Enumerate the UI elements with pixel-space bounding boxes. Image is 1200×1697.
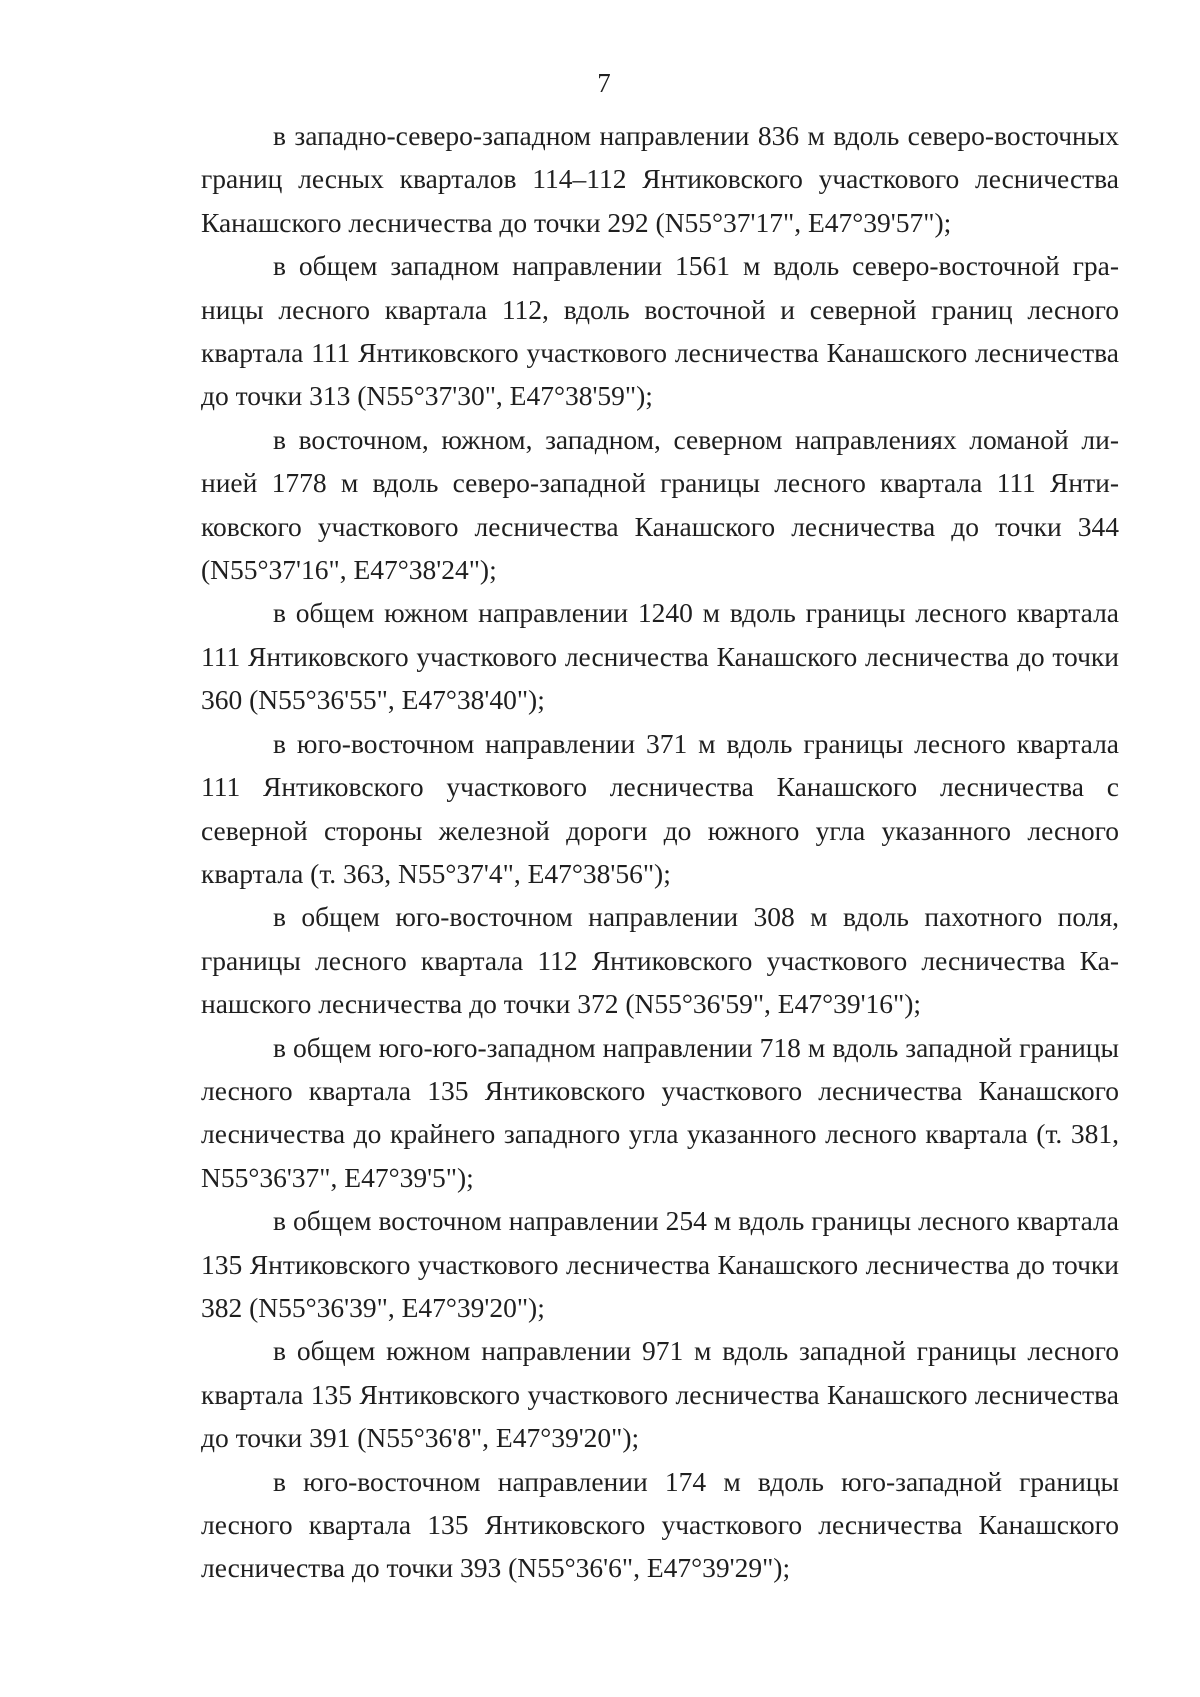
paragraph: в общем южном направлении 1240 м вдоль границы лесного квартала 111 Янтиковского участкового лесничества Канашского лесничества до точки 360 (N55°36'55", E47°38'40"); bbox=[201, 597, 1119, 716]
page-number: 7 bbox=[597, 68, 611, 98]
document-body bbox=[201, 114, 1119, 1590]
paragraph: в общем юго-юго-западном направлении 718 м вдоль западной границы лесного квартала 135 Янтиковского участкового лесничества Канашского лесничества до крайнего западного угла указанного лесного квартала (т. 381, N55°36'37", E47°39'5"); bbox=[201, 1031, 1119, 1193]
paragraph: в общем юго-восточном направлении 308 м вдоль пахотного поля, границы лесного квартала 112 Янтиковского участкового лесничества Канашского лесничества до точки 372 (N55°36'59", E47°39'16"); bbox=[201, 901, 1119, 1020]
paragraph: в общем западном направлении 1561 м вдоль северо-восточной границы лесного квартала 112, вдоль восточной и северной границ лесного квартала 111 Янтиковского участкового лесничества Канашского лесничества до точки 313 (N55°37'30", E47°38'59"); bbox=[201, 250, 1119, 412]
paragraph: в юго-восточном направлении 174 м вдоль юго-западной границы лесного квартала 135 Янтиковского участкового лесничества Канашского лесничества до точки 393 (N55°36'6", E47°39'29"); bbox=[201, 1465, 1119, 1584]
paragraph: в восточном, южном, западном, северном направлениях ломаной линией 1778 м вдоль северо-западной границы лесного квартала 111 Янтиковского участкового лесничества Канашского лесничества до точки 344 (N55°37'16", E47°38'24"); bbox=[201, 423, 1119, 586]
paragraph: в общем южном направлении 971 м вдоль западной границы лесного квартала 135 Янтиковского участкового лесничества Канашского лесничества до точки 391 (N55°36'8", E47°39'20"); bbox=[201, 1335, 1119, 1454]
paragraph: в юго-восточном направлении 371 м вдоль границы лесного квартала 111 Янтиковского участкового лесничества Канашского лесничества с северной стороны железной дороги до южного угла указанного лесного квартала (т. 363, N55°37'4", E47°38'56"); bbox=[201, 727, 1119, 889]
paragraph: в общем восточном направлении 254 м вдоль границы лесного квартала 135 Янтиковского участкового лесничества Канашского лесничества до точки 382 (N55°36'39", E47°39'20"); bbox=[201, 1205, 1119, 1323]
paragraph: в западно-северо-западном направлении 836 м вдоль северо-восточных границ лесных кварталов 114–112 Янтиковского участкового лесничества Канашского лесничества до точки 292 (N55°37'17", E47°39'57"); bbox=[201, 120, 1119, 238]
